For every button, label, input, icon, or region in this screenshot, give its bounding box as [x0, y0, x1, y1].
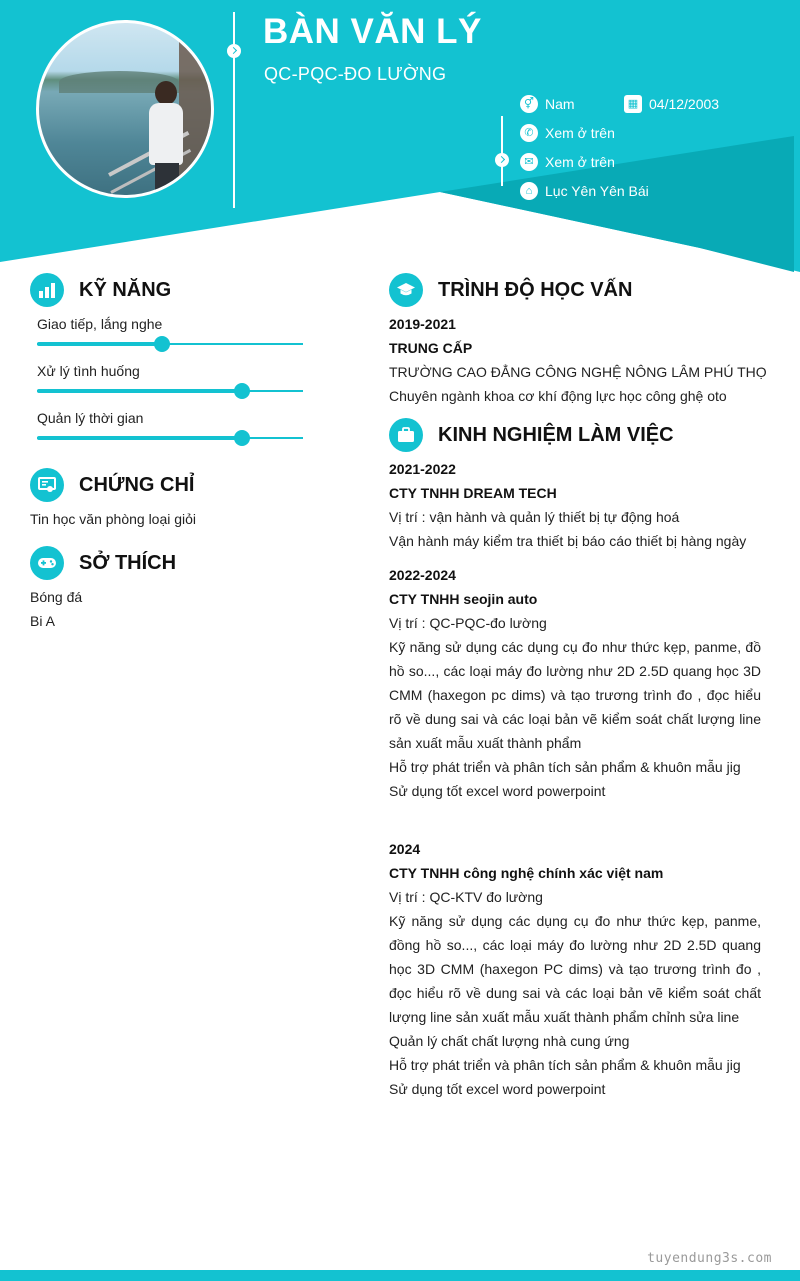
experience-title: KINH NGHIỆM LÀM VIỆC [438, 423, 674, 446]
job-description: Kỹ năng sử dụng các dụng cụ đo như thức kẹp, panme, đồ hồ so..., các loại máy đo lường như 2D 2.5D quang học 3D CMM (haxegon pc dims) và tạo trương trình đo , đọc hiểu rõ về dung sai và các loại bản vẽ kiểm soát chất lượng line sản xuất mẫu xuất thành phẩm [389, 639, 761, 751]
skill-bar [37, 437, 303, 439]
hobbies-title: SỞ THÍCH [79, 551, 177, 574]
chevron-right-icon [227, 44, 241, 58]
bar-chart-icon [30, 273, 64, 307]
job-line: Vận hành máy kiểm tra thiết bị báo cáo thiết bị hàng ngày [389, 533, 747, 549]
birthdate-value: 04/12/2003 [649, 96, 720, 112]
job-line: Quản lý chất chất lượng nhà cung ứng [389, 1033, 630, 1049]
skill-bar-fill [37, 436, 242, 440]
education-period: 2019-2021 [389, 316, 456, 332]
job-line: Sử dụng tốt excel word powerpoint [389, 783, 606, 799]
skill-bar-knob [234, 430, 250, 446]
job-period: 2021-2022 [389, 461, 456, 477]
contact-divider [501, 116, 503, 186]
briefcase-icon [389, 418, 423, 452]
gamepad-icon [30, 546, 64, 580]
skills-title: KỸ NĂNG [79, 278, 172, 301]
certificates-title: CHỨNG CHỈ [79, 473, 195, 496]
phone-info [520, 124, 615, 142]
gender-value: Nam [545, 96, 575, 112]
profile-photo [36, 20, 214, 198]
skill-label: Xử lý tình huống [37, 363, 140, 379]
job-company: CTY TNHH seojin auto [389, 591, 538, 607]
candidate-title: QC-PQC-ĐO LƯỜNG [264, 64, 447, 84]
certificates-heading [30, 468, 194, 502]
hobby-item: Bi A [30, 613, 55, 629]
footer-bar [0, 1270, 800, 1281]
skills-heading [30, 273, 171, 307]
gender-icon: ⚥ [520, 95, 538, 113]
birthdate-info [624, 95, 719, 113]
job-period: 2022-2024 [389, 567, 456, 583]
certificate-item: Tin học văn phòng loại giỏi [30, 511, 197, 527]
email-info [520, 153, 615, 171]
hobby-item: Bóng đá [30, 589, 83, 605]
calendar-icon: ▦ [624, 95, 642, 113]
skill-label: Quản lý thời gian [37, 410, 144, 426]
skill-bar-knob [234, 383, 250, 399]
education-school: TRƯỜNG CAO ĐẲNG CÔNG NGHỆ NÔNG LÂM PHÚ THỌ [389, 364, 767, 380]
job-line: Sử dụng tốt excel word powerpoint [389, 1081, 606, 1097]
job-position: Vị trí : QC-PQC-đo lường [389, 615, 547, 631]
cv-header [0, 0, 800, 280]
experience-heading [389, 418, 674, 452]
candidate-name: BÀN VĂN LÝ [263, 12, 482, 51]
education-title: TRÌNH ĐỘ HỌC VẤN [438, 278, 633, 301]
email-value: Xem ở trên [545, 154, 615, 170]
education-level: TRUNG CẤP [389, 340, 473, 356]
job-description: Kỹ năng sử dụng các dụng cụ đo như thức kẹp, panme, đồng hồ so..., các loại máy đo lường như 2D 2.5D quang học 3D CMM (haxegon PC dims) và tạo trương trình đo , đọc hiểu rõ về dung sai và các loại bản vẽ kiểm soát chất lượng line sản xuất mẫu xuất thành phẩm chỉnh sửa line [389, 913, 761, 1025]
skill-bar-fill [37, 342, 162, 346]
education-heading [389, 273, 632, 307]
job-company: CTY TNHH công nghệ chính xác việt nam [389, 865, 664, 881]
job-company: CTY TNHH DREAM TECH [389, 485, 557, 501]
job-line: Vị trí : vận hành và quản lý thiết bị tự động hoá [389, 509, 680, 525]
skill-bar [37, 390, 303, 392]
gender-info [520, 95, 575, 113]
phone-value: Xem ở trên [545, 125, 615, 141]
job-period: 2024 [389, 841, 421, 857]
skill-bar-fill [37, 389, 242, 393]
hobbies-heading [30, 546, 176, 580]
job-line: Hỗ trợ phát triển và phân tích sản phẩm & khuôn mẫu jig [389, 759, 741, 775]
education-major: Chuyên ngành khoa cơ khí động lực học công ghệ oto [389, 388, 727, 404]
job-line: Hỗ trợ phát triển và phân tích sản phẩm & khuôn mẫu jig [389, 1057, 741, 1073]
watermark: tuyendung3s.com [647, 1251, 772, 1266]
job-position: Vị trí : QC-KTV đo lường [389, 889, 543, 905]
skill-bar-knob [154, 336, 170, 352]
address-value: Lục Yên Yên Bái [545, 183, 649, 199]
skill-bar [37, 343, 303, 345]
mail-icon: ✉ [520, 153, 538, 171]
chevron-right-icon [495, 153, 509, 167]
skill-label: Giao tiếp, lắng nghe [37, 316, 163, 332]
certificate-icon [30, 468, 64, 502]
graduation-cap-icon [389, 273, 423, 307]
header-divider [233, 12, 235, 208]
address-info [520, 182, 649, 200]
home-icon: ⌂ [520, 182, 538, 200]
phone-icon: ✆ [520, 124, 538, 142]
